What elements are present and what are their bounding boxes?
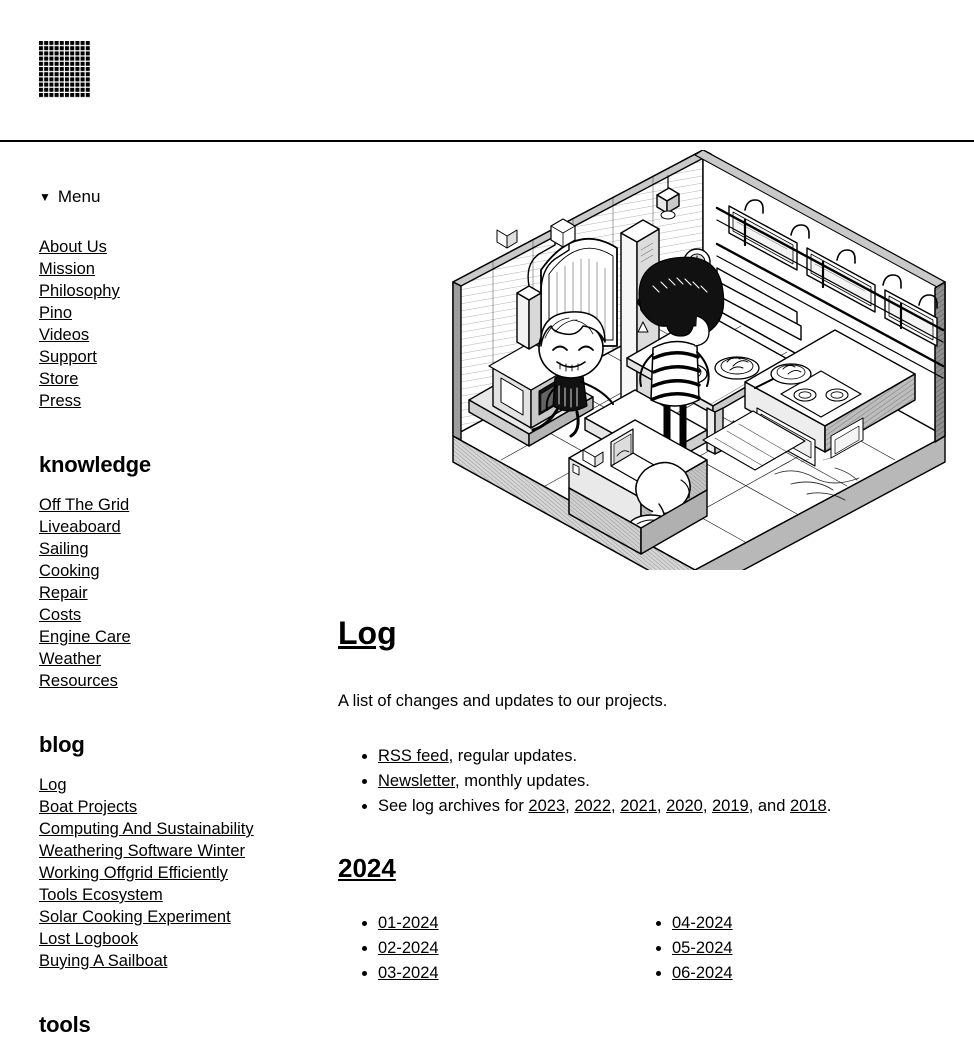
list-item [39,906,338,928]
sidebar-item-off-the-grid[interactable]: Off The Grid [39,496,130,514]
page-title[interactable]: Log [338,615,397,651]
sidebar-item-working-offgrid-efficiently[interactable]: Working Offgrid Efficiently [39,864,228,882]
sidebar-item-tools-ecosystem[interactable]: Tools Ecosystem [39,886,163,904]
sidebar-heading-knowledge: knowledge [39,452,151,477]
month-link-06-2024[interactable]: 06-2024 [672,964,733,982]
site-header [0,0,974,142]
list-item [39,818,338,840]
sidebar-item-philosophy[interactable]: Philosophy [39,282,120,300]
sidebar-item-lost-logbook[interactable]: Lost Logbook [39,930,139,948]
list-item [378,911,632,936]
newsletter-link[interactable]: Newsletter [378,772,456,790]
list-item [39,560,338,582]
cabin-interior-illustration [445,150,953,570]
sidebar-heading-tools: tools [39,1012,91,1037]
sidebar-item-computing-and-sustainability[interactable]: Computing And Sustainability [39,820,254,838]
sep: , [565,797,575,815]
list-item [672,961,926,986]
sep: , [702,797,712,815]
page-lede: A list of changes and updates to our projects. [338,692,668,710]
month-link-01-2024[interactable]: 01-2024 [378,914,439,932]
sidebar-item-mission[interactable]: Mission [39,260,95,278]
list-item [39,862,338,884]
month-link-05-2024[interactable]: 05-2024 [672,939,733,957]
sidebar-item-sailing[interactable]: Sailing [39,540,89,558]
list-item [39,324,338,346]
sidebar-heading-blog: blog [39,732,85,757]
list-item [39,884,338,906]
sidebar-item-store[interactable]: Store [39,370,79,388]
rss-feed-link[interactable]: RSS feed [378,747,449,765]
sidebar-item-cooking[interactable]: Cooking [39,562,100,580]
list-item [39,390,338,412]
sidebar-item-videos[interactable]: Videos [39,326,90,344]
sidebar-item-press[interactable]: Press [39,392,82,410]
month-link-03-2024[interactable]: 03-2024 [378,964,439,982]
menu-toggle-label: Menu [57,187,101,206]
list-item [39,928,338,950]
list-item [39,516,338,538]
sidebar-item-solar-cooking-experiment[interactable]: Solar Cooking Experiment [39,908,231,926]
archive-link-2022[interactable]: 2022 [574,797,612,815]
archive-link-2023[interactable]: 2023 [528,797,566,815]
sidebar-item-resources[interactable]: Resources [39,672,118,690]
month-link-04-2024[interactable]: 04-2024 [672,914,733,932]
dot-grid-logo-icon[interactable] [39,41,91,98]
chevron-down-icon: ▼ [39,190,51,204]
archive-link-2020[interactable]: 2020 [666,797,703,815]
dot-grid-logo-svg [39,41,91,98]
sidebar-item-weather[interactable]: Weather [39,650,102,668]
rss-feed-tail: , regular updates. [448,747,578,765]
sidebar-item-support[interactable]: Support [39,348,97,366]
archive-link-2021[interactable]: 2021 [620,797,657,815]
menu-toggle[interactable] [39,186,338,208]
list-item [39,648,338,670]
sidebar-item-weathering-software-winter[interactable]: Weathering Software Winter [39,842,246,860]
month-list-2 [632,911,926,986]
archive-link-2019[interactable]: 2019 [711,797,749,815]
log-article [338,570,974,986]
list-item [39,280,338,302]
month-list-1 [338,911,632,986]
list-item [39,840,338,862]
hero-illustration [445,150,953,570]
sidebar-item-boat-projects[interactable]: Boat Projects [39,798,138,816]
sidebar-main-links [39,236,338,412]
conjunction: , and [748,797,790,815]
sidebar-item-repair[interactable]: Repair [39,584,88,602]
month-column-2 [632,911,926,986]
sidebar [0,142,338,1054]
sidebar-item-pino[interactable]: Pino [39,304,73,322]
list-item [672,911,926,936]
sep: , [656,797,667,815]
list-item [39,626,338,648]
list-item [39,774,338,796]
list-item [39,368,338,390]
archives-lead: See log archives for [378,797,529,815]
list-item [39,346,338,368]
archive-link-2018[interactable]: 2018 [790,797,827,815]
list-item [39,538,338,560]
list-item-newsletter [378,769,974,794]
sep: , [611,797,621,815]
list-item [378,936,632,961]
list-item-rss [378,744,974,769]
sidebar-item-buying-a-sailboat[interactable]: Buying A Sailboat [39,952,168,970]
sidebar-item-costs[interactable]: Costs [39,606,82,624]
list-item [39,494,338,516]
sidebar-item-engine-care[interactable]: Engine Care [39,628,131,646]
list-item [39,950,338,972]
list-item [39,258,338,280]
list-item [39,236,338,258]
log-links-list [338,744,974,819]
archives-end: . [826,797,832,815]
newsletter-tail: , monthly updates. [455,772,590,790]
sidebar-item-liveaboard[interactable]: Liveaboard [39,518,121,536]
year-heading-2024[interactable]: 2024 [338,853,396,883]
month-column-1 [338,911,632,986]
sidebar-knowledge-links [39,494,338,692]
list-item [672,936,926,961]
list-item-archives [378,794,974,819]
list-item [39,302,338,324]
sidebar-item-log[interactable]: Log [39,776,67,794]
page-body [0,142,974,1054]
sidebar-blog-links [39,774,338,972]
list-item [39,582,338,604]
main-content [338,142,974,986]
list-item [39,796,338,818]
list-item [378,961,632,986]
list-item [39,670,338,692]
list-item [39,604,338,626]
sidebar-item-about-us[interactable]: About Us [39,238,107,256]
month-link-02-2024[interactable]: 02-2024 [378,939,439,957]
month-archive-grid [338,911,974,986]
